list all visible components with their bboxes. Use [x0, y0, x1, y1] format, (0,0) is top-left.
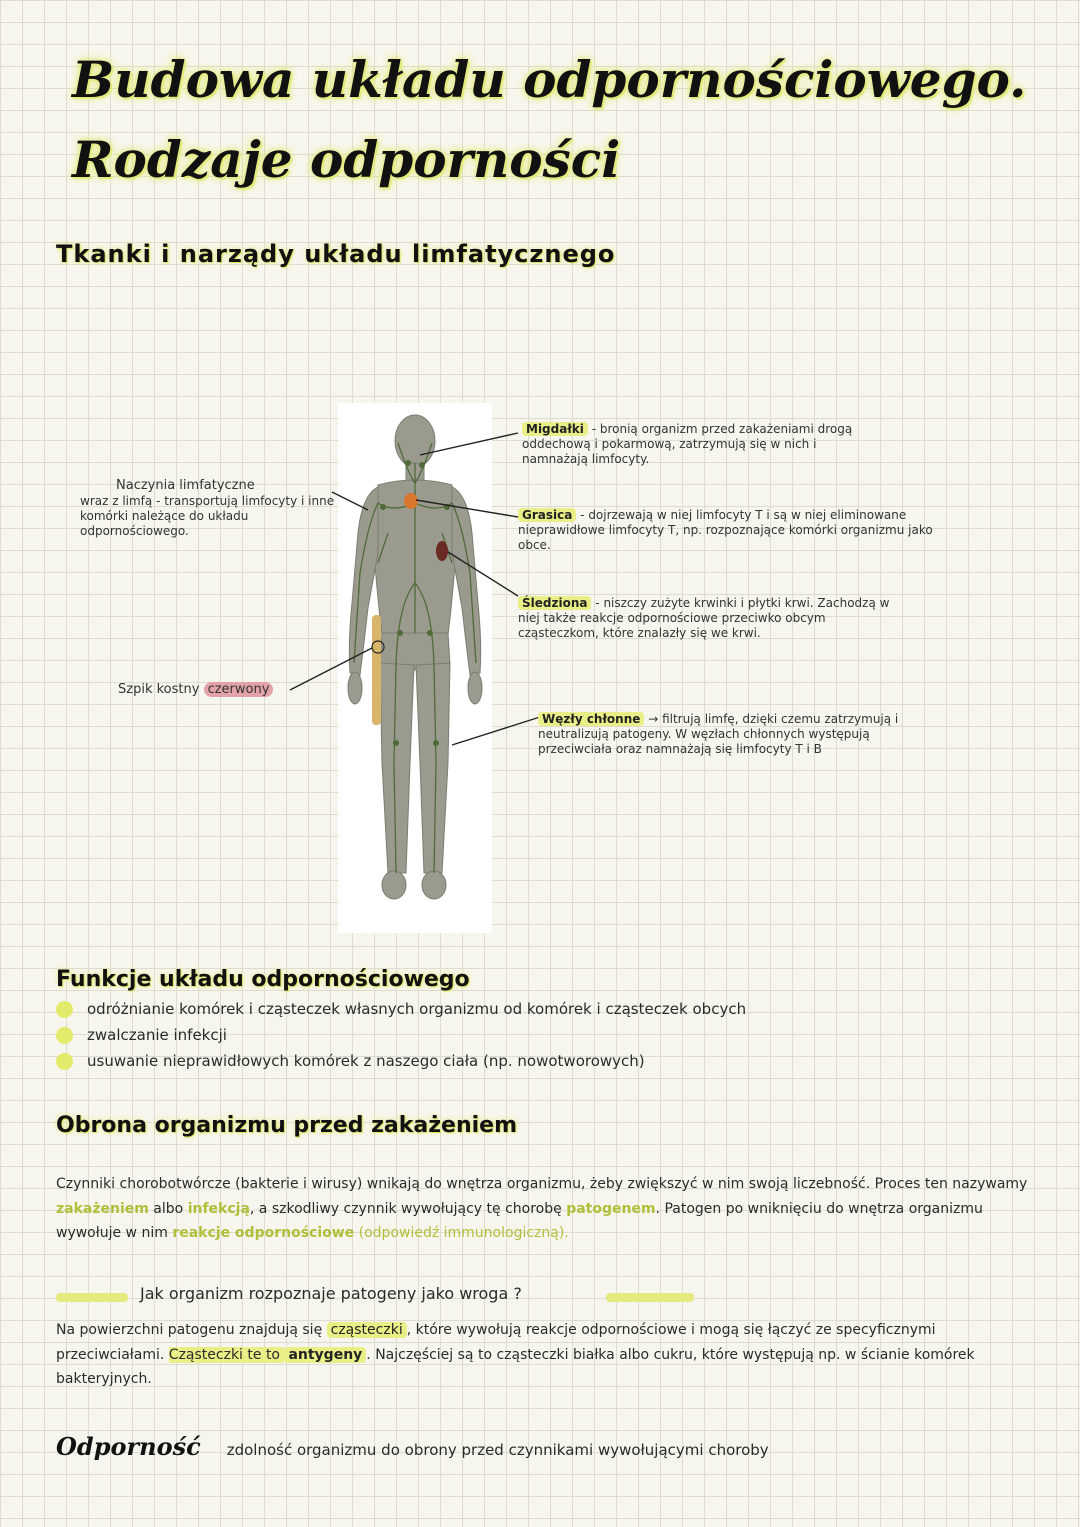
page-title-line2: Rodzaje odporności — [72, 130, 621, 189]
label-spleen-title: Śledziona — [518, 596, 591, 610]
term-zakazenie: zakażeniem — [56, 1200, 149, 1217]
label-lymph-vessels-title: Naczynia limfatyczne — [116, 478, 255, 493]
p1-text-a: Czynniki chorobotwórcze (bakterie i wirusy) wnikają do wnętrza organizmu, żeby zwiększyć w nim swoją liczebność. Proces ten nazywamy — [56, 1176, 1028, 1192]
label-bone-marrow-text: Szpik kostny — [118, 682, 200, 697]
p1-text-c: , a szkodliwy czynnik wywołujący tę chorobę — [249, 1200, 567, 1217]
term-odpornosc: Odporność — [56, 1432, 201, 1461]
label-lymph-nodes-title: Węzły chłonne — [538, 712, 644, 726]
line-spleen — [448, 552, 518, 596]
p1-text-d: . Patogen po wniknięciu do wnętrza organizmu wywołuje w nim — [56, 1200, 983, 1241]
p2-text-d: . Najczęściej są to cząsteczki białka albo cukru, które występują np. w ścianie komórek bakteryjnych. — [56, 1346, 975, 1387]
list-item-text: zwalczanie infekcji — [87, 1026, 227, 1044]
label-bone-marrow-highlight: czerwony — [204, 682, 274, 697]
highlight-bar-left — [56, 1293, 128, 1302]
term-infekcja: infekcją — [187, 1200, 250, 1217]
definition-odpornosc — [56, 1432, 769, 1461]
section-heading-functions: Funkcje układu odpornościowego — [56, 967, 470, 992]
label-bone-marrow — [118, 682, 273, 698]
bullet-dot — [56, 1053, 73, 1070]
line-marrow — [290, 648, 372, 690]
list-item — [56, 1048, 1056, 1074]
line-vessels — [332, 492, 368, 510]
bullet-dot — [56, 1027, 73, 1044]
line-lymph-nodes — [452, 717, 540, 745]
list-item-text: odróżnianie komórek i cząsteczek własnych organizmu od komórek i cząsteczek obcych — [87, 1000, 747, 1018]
functions-list — [56, 996, 1056, 1074]
term-reakcje: reakcje odpornościowe — [172, 1225, 355, 1241]
section-heading-defense: Obrona organizmu przed zakażeniem — [56, 1113, 518, 1138]
label-thymus-title: Grasica — [518, 508, 576, 522]
label-lymph-vessels-text: wraz z limfą - transportują limfocyty i inne komórki należące do układu odpornościowego. — [80, 494, 335, 539]
bullet-dot — [56, 1001, 73, 1018]
label-tonsils — [522, 422, 862, 467]
p2-text-c: Cząsteczki te to — [168, 1346, 285, 1363]
question-line: Jak organizm rozpoznaje patogeny jako wroga ? — [140, 1284, 522, 1303]
p1-text-e: (odpowiedź immunologiczną). — [354, 1225, 569, 1241]
list-item — [56, 996, 1056, 1022]
page-title-line1: Budowa układu odpornościowego. — [72, 50, 1027, 109]
p2-text-a: Na powierzchni patogenu znajdują się — [56, 1322, 327, 1338]
term-czasteczki: cząsteczki — [327, 1322, 407, 1338]
label-lymph-nodes-text: → filtrują limfę, dzięki czemu zatrzymują i neutralizują patogeny. W węzłach chłonnych występują przeciwciała oraz namnażają się limfocyty T i B — [538, 712, 899, 756]
term-patogen: patogenem — [566, 1200, 656, 1217]
definition-text: zdolność organizmu do obrony przed czynnikami wywołującymi choroby — [226, 1441, 769, 1459]
label-lymph-nodes — [538, 712, 908, 757]
label-tonsils-title: Migdałki — [522, 422, 588, 436]
label-thymus-text: - dojrzewają w niej limfocyty T i są w niej eliminowane nieprawidłowe limfocyty T, np. rozpoznające komórki organizmu jako obce. — [518, 508, 933, 552]
defense-paragraph-2 — [56, 1318, 1041, 1392]
line-thymus — [416, 500, 518, 517]
list-item-text: usuwanie nieprawidłowych komórek z naszego ciała (np. nowotworowych) — [87, 1052, 645, 1070]
defense-paragraph-1 — [56, 1172, 1031, 1246]
p2-text-b: , które wywołują reakcje odpornościowe i mogą się łączyć ze specyficznymi przeciwciałami. — [56, 1322, 936, 1363]
label-spleen-text: - niszczy zużyte krwinki i płytki krwi. Zachodzą w niej także reakcje odpornościowe przeciwko obcym cząsteczkom, które znalazły się we krwi. — [518, 596, 890, 640]
list-item — [56, 1022, 1056, 1048]
term-antygeny: antygeny — [284, 1347, 366, 1363]
label-tonsils-text: - bronią organizm przed zakażeniami drogą oddechową i pokarmową, zatrzymują się w nich i namnażają limfocyty. — [522, 422, 853, 466]
section-heading-lymphatic: Tkanki i narządy układu limfatycznego — [56, 240, 616, 268]
label-thymus — [518, 508, 958, 553]
line-tonsils — [420, 433, 518, 455]
p1-text-b: albo — [148, 1200, 188, 1217]
label-lymph-vessels — [80, 478, 335, 539]
label-spleen — [518, 596, 898, 641]
highlight-bar-right — [606, 1293, 694, 1302]
